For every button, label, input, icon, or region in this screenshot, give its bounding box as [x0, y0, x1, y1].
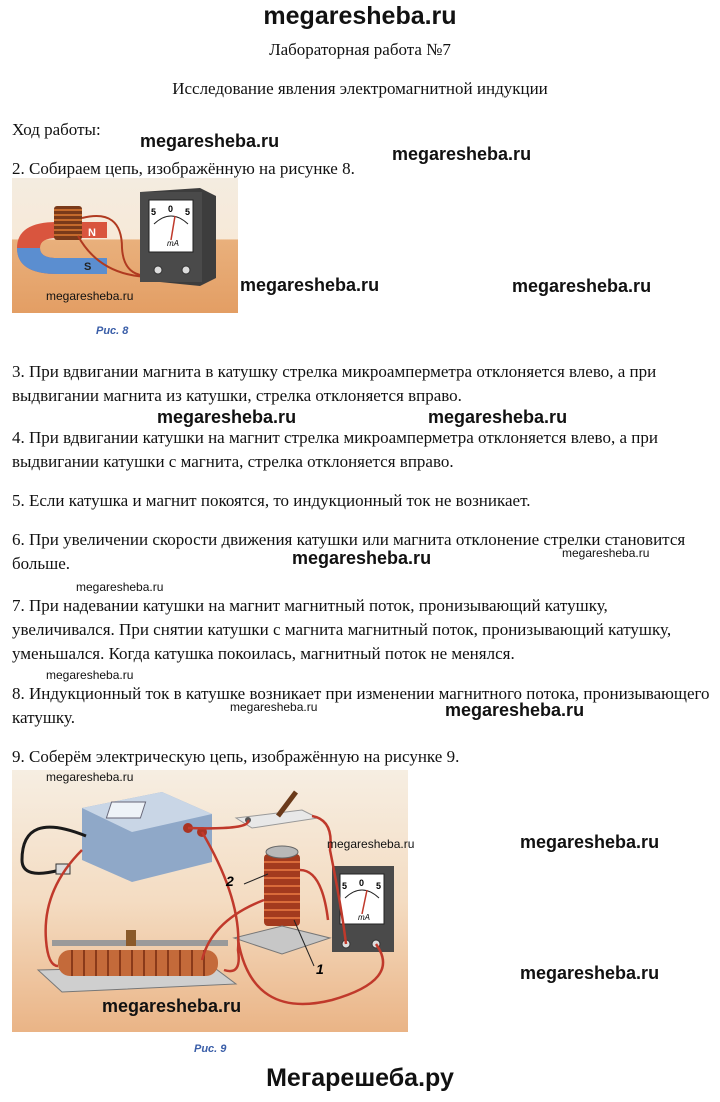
pole-n-label: N: [88, 227, 96, 239]
watermark: megaresheba.ru: [428, 407, 568, 427]
site-footer: Мегарешеба.ру: [266, 1064, 454, 1092]
watermark: megaresheba.ru: [157, 407, 297, 427]
watermark-small: megaresheba.ru: [76, 580, 164, 594]
site-header: megaresheba.ru: [263, 2, 457, 30]
watermark-small: megaresheba.ru: [46, 289, 134, 303]
watermark-small: megaresheba.ru: [46, 668, 134, 682]
meter-scale-left: 5: [151, 207, 157, 217]
figure-8: [12, 178, 238, 338]
watermark-small: megaresheba.ru: [46, 770, 134, 784]
step-6: 6. При увеличении скорости движения катушки или магнита отклонение стрелки становится больше.: [12, 530, 686, 573]
watermark: megaresheba.ru: [520, 832, 660, 852]
milliammeter: [140, 188, 216, 286]
meter-scale-zero: 0: [168, 204, 174, 214]
watermark: megaresheba.ru: [520, 963, 660, 983]
meter-scale-right: 5: [376, 881, 382, 891]
page-subtitle: Исследование явления электромагнитной индукции: [172, 79, 548, 98]
watermark-small: megaresheba.ru: [562, 546, 650, 560]
figure-8-caption: Рис. 8: [96, 325, 129, 337]
meter-unit: mA: [167, 239, 179, 248]
watermark: megaresheba.ru: [292, 548, 432, 568]
step-8: 8. Индукционный ток в катушке возникает при изменении магнитного потока, пронизывающего катушку.: [12, 684, 710, 727]
coil: [54, 206, 82, 240]
step-5: 5. Если катушка и магнит покоятся, то индукционный ток не возникает.: [12, 491, 531, 510]
progress-label: Ход работы:: [12, 120, 101, 139]
watermark-small: megaresheba.ru: [327, 837, 415, 851]
figure-9-label-2: 2: [226, 873, 234, 889]
watermark: megaresheba.ru: [512, 276, 652, 296]
figure-9-label-1: 1: [316, 961, 324, 977]
figure-9-caption: Рис. 9: [194, 1043, 227, 1055]
watermark: megaresheba.ru: [392, 144, 532, 164]
step-3: 3. При вдвигании магнита в катушку стрелка микроамперметра отклоняется влево, а при выдвигании магнита из катушки, стрелка отклоняется вправо.: [12, 362, 657, 405]
step-9: 9. Соберём электрическую цепь, изображённую на рисунке 9.: [12, 747, 460, 766]
watermark: megaresheba.ru: [140, 131, 280, 151]
meter-scale-right: 5: [185, 207, 191, 217]
step-2: 2. Собираем цепь, изображённую на рисунке 8.: [12, 159, 355, 178]
meter-unit: mA: [358, 913, 370, 922]
watermark-small: megaresheba.ru: [230, 700, 318, 714]
watermark: megaresheba.ru: [102, 996, 242, 1016]
watermark: megaresheba.ru: [445, 700, 585, 720]
step-7: 7. При надевании катушки на магнит магнитный поток, пронизывающий катушку, увеличивался. При снятии катушки с магнита магнитный поток, пронизывающий катушку, уменьшался. Когда катушка покоилась, магнитный поток не менялся.: [12, 596, 672, 663]
step-4: 4. При вдвигании катушки на магнит стрелка микроамперметра отклоняется влево, а при выдвигании катушки с магнита, стрелка отклоняется вправо.: [12, 428, 658, 471]
pole-s-label: S: [84, 261, 92, 273]
watermark: megaresheba.ru: [240, 275, 380, 295]
page-title: Лабораторная работа №7: [269, 40, 451, 59]
meter-scale-zero: 0: [359, 878, 365, 888]
meter-scale-left: 5: [342, 881, 348, 891]
